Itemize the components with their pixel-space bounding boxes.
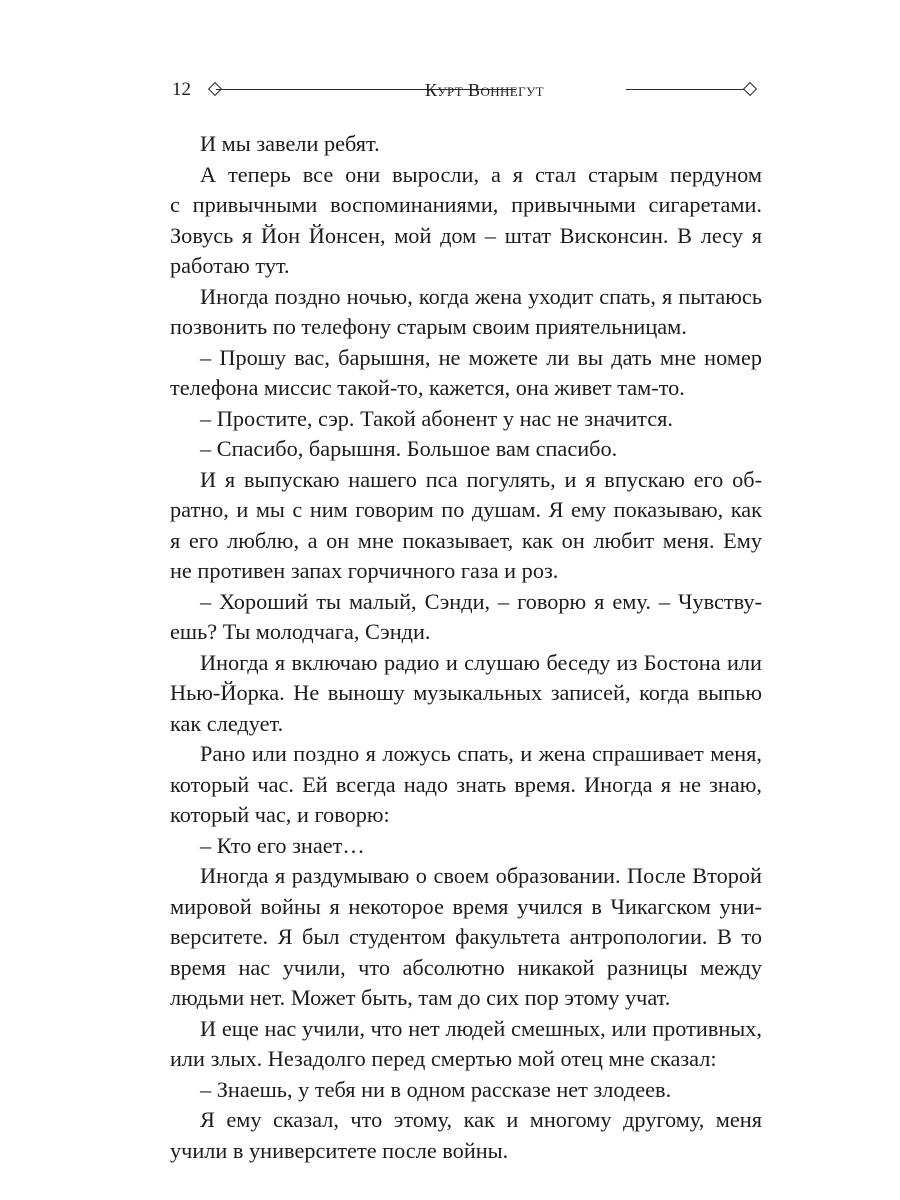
running-head	[172, 74, 760, 106]
text-line: – Знаешь, у тебя ни в одном рассказе нет злодеев.	[200, 1076, 672, 1102]
text-line: – Кто его знает…	[200, 832, 365, 858]
diamond-ornament-right-icon	[743, 82, 757, 96]
text-line: время нас учили, что абсолютно никакой разницы между	[170, 954, 762, 980]
text-line: позвонить по телефону старым своим приятельницам.	[170, 314, 687, 339]
text-line: людьми нет. Может быть, там до сих пор этому учат.	[170, 985, 671, 1010]
text-line: Иногда я включаю радио и слушаю беседу из Бостона или	[200, 649, 762, 675]
text-line: учили в университете после войны.	[170, 1137, 509, 1163]
text-line: – Спасибо, барышня. Большое вам спасибо.	[200, 436, 618, 461]
text-line: с привычными воспоминаниями, привычными сигаретами.	[170, 192, 762, 217]
text-line: ратно, и мы с ним говорим по душам. Я ему показываю, как	[170, 497, 762, 522]
text-line: Рано или поздно я ложусь спать, и жена спрашивает меня,	[200, 741, 762, 766]
text-line: мировой войны я некоторое время учился в Чикагском уни-	[170, 893, 762, 919]
text-line: верситете. Я был студентом факультета антропологии. В то	[170, 924, 762, 949]
text-line: ешь? Ты молодчага, Сэнди.	[170, 619, 431, 644]
header-rule-right	[626, 89, 752, 90]
text-line: телефона миссис такой-то, кажется, она живет там-то.	[170, 375, 685, 400]
text-line: который час. Ей всегда надо знать время. Иногда я не знаю,	[170, 771, 762, 797]
text-line: или злых. Незадолго перед смертью мой отец мне сказал:	[170, 1046, 717, 1071]
text-line: Иногда поздно ночью, когда жена уходит спать, я пытаюсь	[200, 283, 762, 309]
text-line: И я выпускаю нашего пса погулять, и я впускаю его об-	[200, 466, 762, 492]
text-line: Я ему сказал, что этому, как и многому другому, меня	[200, 1107, 762, 1132]
text-line: не противен запах горчичного газа и роз.	[170, 558, 559, 583]
running-title: Курт Воннегут	[425, 80, 545, 100]
text-line: я его люблю, а он мне показывает, как он любит меня. Ему	[170, 527, 762, 553]
text-line: – Прошу вас, барышня, не можете ли вы дать мне номер	[200, 344, 762, 370]
text-line: А теперь все они выросли, а я стал старым пердуном	[200, 161, 762, 187]
text-line: как следует.	[170, 710, 284, 736]
page-number: 12	[172, 79, 191, 100]
text-line: И мы завели ребят.	[200, 131, 380, 156]
text-line: Зовусь я Йон Йонсен, мой дом – штат Висконсин. В лесу я	[170, 222, 762, 248]
text-line: Нью-Йорка. Не выношу музыкальных записей, когда выпью	[170, 680, 762, 705]
text-line: – Хороший ты малый, Сэнди, – говорю я ему. – Чувству-	[200, 588, 762, 614]
text-line: Иногда я раздумываю о своем образовании. После Второй	[200, 863, 762, 888]
body-text	[170, 129, 762, 1166]
text-line: – Простите, сэр. Такой абонент у нас не значится.	[200, 405, 673, 431]
text-line: который час, и говорю:	[170, 802, 390, 827]
text-line: И еще нас учили, что нет людей смешных, или противных,	[200, 1015, 762, 1041]
text-line: работаю тут.	[170, 253, 290, 278]
